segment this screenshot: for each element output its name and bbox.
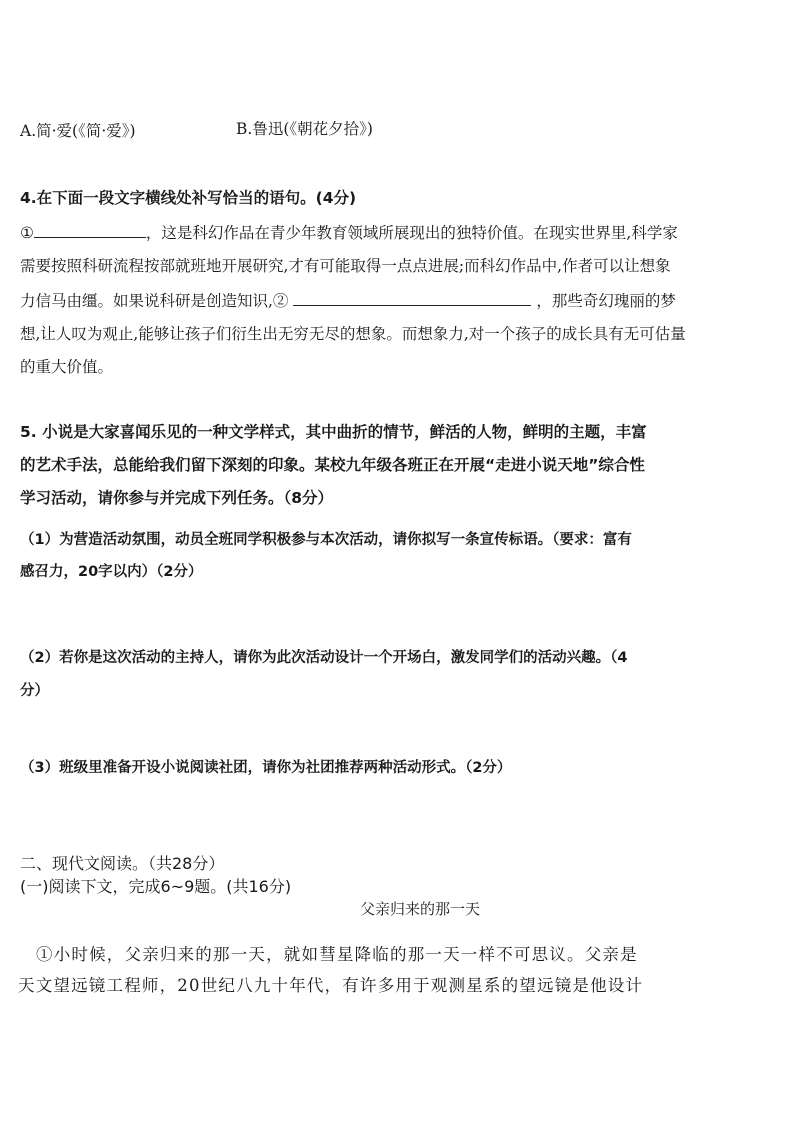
q4-line-4: 想,让人叹为观止,能够让孩子们衍生出无穷无尽的想象。而想象力,对一个孩子的成长具有无可估量 (20, 325, 686, 343)
q5-intro-line-2: 的艺术手法，总能给我们留下深刻的印象。某校九年级各班正在开展“走进小说天地”综合性 (20, 456, 645, 474)
q4-marker-1: ① (20, 224, 34, 242)
q4-line-1 (20, 221, 678, 244)
q4-line-1-text: ，这是科幻作品在青少年教育领域所展现出的独特价值。在现实世界里,科学家 (145, 224, 678, 242)
section-2-subheading: (一)阅读下文，完成6~9题。(共16分) (20, 877, 292, 896)
q4-line-5: 的重大价值。 (20, 358, 114, 376)
q5-sub1-line-1: （1）为营造活动氛围，动员全班同学积极参与本次活动，请你拟写一条宣传标语。（要求：富有 (20, 532, 632, 548)
q4-heading: 4.在下面一段文字横线处补写恰当的语句。(4分) (20, 189, 357, 207)
article-paragraph-1-line-1: ①小时候，父亲归来的那一天，就如彗星降临的那一天一样不可思议。父亲是 (36, 945, 638, 964)
q4-answer-blank-2[interactable] (293, 289, 531, 306)
q5-intro-line-1: 5. 小说是大家喜闻乐见的一种文学样式，其中曲折的情节，鲜活的人物，鲜明的主题，丰富 (20, 423, 647, 441)
q5-sub2-line-2: 分） (20, 683, 49, 699)
q4-line-3-end: ，那些奇幻瑰丽的梦 (536, 292, 676, 310)
q4-line-2: 需要按照科研流程按部就班地开展研究,才有可能取得一点点进展;而科幻作品中,作者可以让想象 (20, 257, 671, 275)
q4-line-3 (20, 289, 676, 312)
article-paragraph-1-line-2: 天文望远镜工程师，20世纪八九十年代，有许多用于观测星系的望远镜是他设计 (18, 976, 644, 995)
section-2-heading: 二、现代文阅读。（共28分） (20, 854, 225, 873)
q4-answer-blank-1[interactable] (34, 221, 146, 238)
option-a: A.简·爱(《简·爱》) (20, 122, 136, 140)
option-b: B.鲁迅(《朝花夕拾》) (236, 120, 373, 138)
q4-line-3-start: 力信马由缰。如果说科研是创造知识,② (20, 292, 289, 310)
article-title: 父亲归来的那一天 (359, 900, 480, 918)
q5-sub1-line-2: 感召力，20字以内）（2分） (20, 564, 203, 580)
q5-sub2-line-1: （2）若你是这次活动的主持人，请你为此次活动设计一个开场白，激发同学们的活动兴趣。（4 (20, 650, 628, 666)
q5-sub3: （3）班级里准备开设小说阅读社团，请你为社团推荐两种活动形式。（2分） (20, 760, 512, 776)
q5-intro-line-3: 学习活动，请你参与并完成下列任务。（8分） (20, 489, 334, 507)
